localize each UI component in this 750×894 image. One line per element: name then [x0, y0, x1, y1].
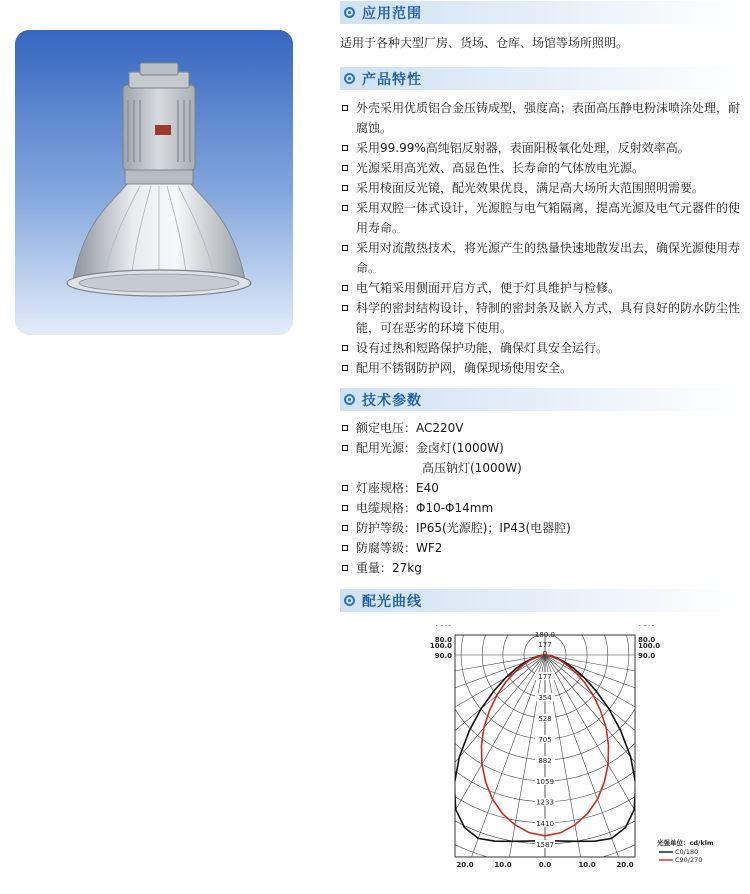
square-bullet-icon [342, 445, 348, 451]
radial-label: 177 [538, 673, 552, 682]
spec-value: IP65(光源腔)；IP43(电器腔) [416, 521, 571, 535]
circle-bullet-icon [344, 595, 355, 606]
content-column [340, 0, 750, 612]
square-bullet-icon [342, 345, 348, 351]
bottom-label: 0.0 [538, 861, 552, 869]
angle-label-right [638, 625, 655, 627]
spec-label: 额定电压： [356, 421, 417, 435]
spec-value: WF2 [416, 541, 443, 555]
radial-label: 882 [538, 756, 552, 765]
legend-label: C0/180 [675, 848, 699, 856]
feature-text: 外壳采用优质铝合金压铸成型，强度高；表面高压静电粉沫喷涂处理，耐腐蚀。 [356, 101, 741, 135]
spec-item [340, 498, 750, 518]
feature-item [340, 98, 750, 138]
square-bullet-icon [342, 245, 348, 251]
radial-label: 1059 [536, 778, 554, 786]
angle-label-left: 100.0 [429, 642, 452, 650]
square-bullet-icon [342, 165, 348, 171]
circle-bullet-icon [344, 7, 355, 18]
radial-label: 1233 [536, 798, 554, 807]
section-title: 配光曲线 [362, 593, 422, 610]
legend-title: 光强单位：cd/klm [657, 839, 714, 847]
spec-item [340, 438, 750, 458]
section-header-specs [340, 388, 740, 411]
bottom-label: 10.0 [494, 861, 512, 869]
spec-label: 防护等级： [356, 521, 417, 535]
feature-item [340, 138, 750, 158]
square-bullet-icon [342, 565, 348, 571]
feature-list [340, 98, 750, 378]
feature-item [340, 198, 750, 238]
square-bullet-icon [342, 285, 348, 291]
angle-label-left: 80.0 [434, 636, 452, 645]
angle-label-left: 90.0 [434, 652, 452, 660]
section-title: 产品特性 [362, 71, 422, 88]
spec-list [340, 418, 750, 578]
spec-item [340, 478, 750, 498]
grid-circle [425, 625, 725, 844]
bottom-label: 10.0 [578, 861, 596, 869]
application-text: 适用于各种大型厂房、货场、仓库、场馆等场所照明。 [340, 36, 629, 50]
spec-value: Φ10-Φ14mm [416, 501, 494, 515]
spec-label: 防腐等级： [356, 541, 417, 555]
spec-label: 配用光源： [356, 441, 417, 455]
feature-item [340, 298, 750, 338]
feature-text: 采用双腔一体式设计，光源腔与电气箱隔离，提高光源及电气元器件的使用寿命。 [356, 201, 741, 235]
square-bullet-icon [342, 525, 348, 531]
spec-label: 电缆规格： [356, 501, 417, 515]
grid-ray [425, 655, 545, 817]
feature-item [340, 158, 750, 178]
spec-label: 重量： [356, 561, 393, 575]
spec-value: 27kg [392, 561, 422, 575]
top-label: 180.0 [534, 631, 556, 639]
square-bullet-icon [342, 205, 348, 211]
spec-item [340, 418, 750, 438]
grid-circle [425, 625, 713, 823]
square-bullet-icon [342, 305, 348, 311]
bottom-label: 20.0 [456, 861, 474, 869]
angle-label-left [435, 625, 452, 627]
radial-label: 1410 [536, 819, 554, 828]
square-bullet-icon [342, 485, 348, 491]
section-title: 应用范围 [362, 5, 422, 22]
square-bullet-icon [342, 105, 348, 111]
feature-text: 配用不锈钢防护网，确保现场使用安全。 [356, 361, 573, 375]
spec-label: 灯座规格： [356, 481, 417, 495]
bottom-label: 20.0 [616, 861, 634, 869]
square-bullet-icon [342, 365, 348, 371]
circle-bullet-icon [344, 394, 355, 405]
feature-text: 采用棱面反光镜，配光效果优良，满足高大场所大范围照明需要。 [356, 181, 705, 195]
spec-item [340, 538, 750, 558]
polar-grid [425, 625, 725, 875]
square-bullet-icon [342, 425, 348, 431]
top-label: 0 [542, 650, 548, 658]
spec-value: E40 [416, 481, 439, 495]
radial-label: 528 [538, 714, 552, 723]
feature-text: 采用99.99%高纯铝反射器，表面阳极氧化处理，反射效率高。 [356, 141, 690, 155]
radial-label: 354 [538, 694, 552, 703]
feature-text: 设有过热和短路保护功能，确保灯具安全运行。 [356, 341, 609, 355]
angle-label-right: 90.0 [638, 652, 656, 660]
feature-item [340, 338, 750, 358]
grid-ray [545, 655, 707, 848]
spec-item-continued [340, 458, 750, 478]
feature-item [340, 358, 750, 378]
feature-text: 科学的密封结构设计，特制的密封条及嵌入方式，具有良好的防水防尘性能，可在恶劣的环境下使用。 [356, 301, 741, 335]
grid-circle [425, 625, 725, 865]
square-bullet-icon [342, 505, 348, 511]
grid-ray [425, 655, 545, 741]
feature-item [340, 178, 750, 198]
section-header-curve [340, 589, 740, 612]
spec-value: AC220V [416, 421, 464, 435]
circle-bullet-icon [344, 73, 355, 84]
light-distribution-chart [425, 625, 725, 875]
angle-label-right: 80.0 [638, 636, 656, 645]
spec-item [340, 558, 750, 578]
angle-label-right: 100.0 [638, 642, 661, 650]
feature-text: 采用对流散热技术，将光源产生的热量快速地散发出去，确保光源使用寿命。 [356, 241, 741, 275]
radial-label: 1587 [536, 840, 554, 849]
feature-item [340, 278, 750, 298]
section-header-application [340, 1, 740, 24]
feature-item [340, 238, 750, 278]
product-photo [15, 30, 293, 335]
feature-text: 电气箱采用侧面开启方式，便于灯具维护与检修。 [356, 281, 621, 295]
section-title: 技术参数 [362, 392, 422, 409]
section-header-features [340, 67, 740, 90]
spec-item [340, 518, 750, 538]
spec-value: 金卤灯(1000W) [416, 441, 504, 455]
feature-text: 光源采用高光效、高显色性、长寿命的气体放电光源。 [356, 161, 645, 175]
legend-label: C90/270 [675, 856, 703, 864]
top-label: 177 [538, 641, 552, 649]
spec-value-extra: 高压钠灯(1000W) [422, 461, 522, 475]
radial-label: 705 [538, 735, 552, 744]
square-bullet-icon [342, 145, 348, 151]
square-bullet-icon [342, 545, 348, 551]
square-bullet-icon [342, 185, 348, 191]
